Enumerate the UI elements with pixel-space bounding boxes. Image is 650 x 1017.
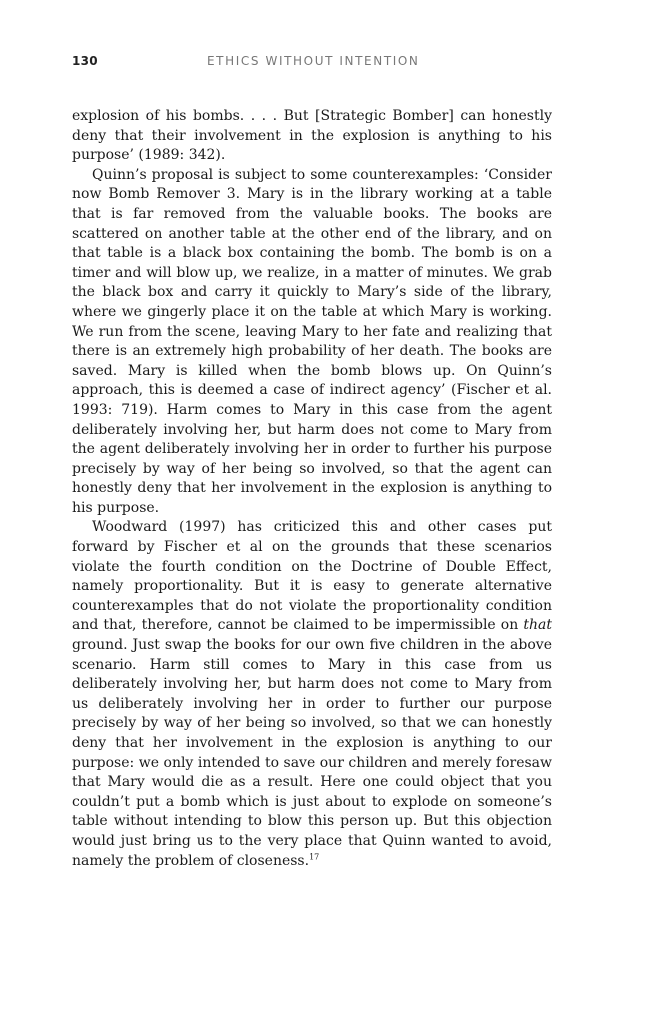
running-head: ETHICS WITHOUT INTENTION: [207, 54, 420, 68]
paragraph-3: [72, 518, 552, 871]
body-text: [72, 107, 552, 871]
page-number: 130: [72, 54, 98, 68]
footnote-reference[interactable]: 17: [309, 851, 320, 861]
paragraph-3-text-start: Woodward (1997) has criticized this and other cases put forward by Fischer et al on the grounds that these scenarios violate the fourth condition on the Doctrine of Double Effect, namely proportionality. But it is easy to generate alternative counterexamples that do not violate the proportionality condition and that, therefore, cannot be claimed to be impermissible on: [72, 519, 552, 634]
italic-emphasis: that: [523, 617, 552, 634]
paragraph-3-text-end: ground. Just swap the books for our own five children in the above scenario. Harm still comes to Mary in this case from us deliberately involving her, but harm does not come to Mary from us deliberately involving her in order to further our purpose precisely by way of her being so involved, so that we can honestly deny that her involvement in the explosion is anything to our purpose: we only intended to save our children and merely foresaw that Mary would die as a result. Here one could object that you couldn’t put a bomb which is just about to explode on someone’s table without intending to blow this person up. But this objection would just bring us to the very place that Quinn wanted to avoid, namely the problem of closeness.: [72, 637, 552, 869]
paragraph-2: Quinn’s proposal is subject to some counterexamples: ‘Consider now Bomb Remover 3. Mary is in the library working at a table that is far removed from the valuable books. The books are scattered on another table at the other end of the library, and on that table is a black box containing the bomb. The bomb is on a timer and will blow up, we realize, in a matter of minutes. We grab the black box and carry it quickly to Mary’s side of the library, where we gingerly place it on the table at which Mary is working. We run from the scene, leaving Mary to her fate and realizing that there is an extremely high probability of her death. The books are saved. Mary is killed when the bomb blows up. On Quinn’s approach, this is deemed a case of indirect agency’ (Fischer et al. 1993: 719). Harm comes to Mary in this case from the agent deliberately involving her, but harm does not come to Mary from the agent deliberately involving her in order to further his purpose precisely by way of her being so involved, so that the agent can honestly deny that her involvement in the explosion is anything to his purpose.: [72, 166, 552, 516]
paragraph-1: explosion of his bombs. . . . But [Strategic Bomber] can honestly deny that their involvement in the explosion is anything to his purpose’ (1989: 342).: [72, 108, 552, 164]
page-header: [72, 54, 552, 72]
